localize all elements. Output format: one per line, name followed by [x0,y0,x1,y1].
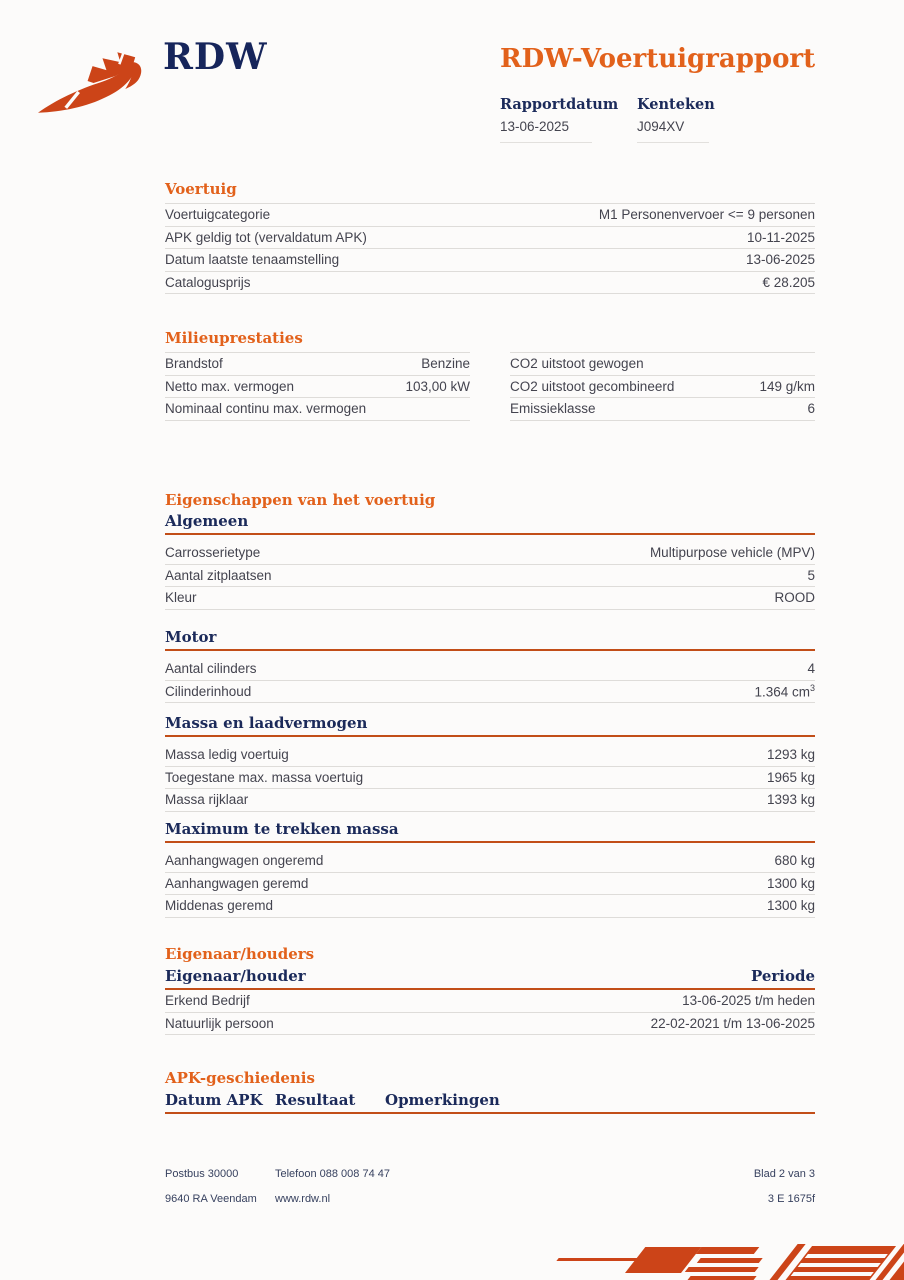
row-value: Multipurpose vehicle (MPV) [649,545,815,561]
row-label: Erkend Bedrijf [165,993,250,1009]
rdw-logo-text: RDW [163,36,268,78]
page-footer [165,1168,815,1218]
row-value: 6 [807,401,815,417]
superscript: 3 [809,683,815,694]
motor-table [165,658,815,703]
table-row [165,398,470,421]
table-row [165,744,815,767]
license-plate-value: J094XV [637,119,709,143]
table-row [510,353,815,376]
footer-row [165,1193,815,1218]
section-title: Milieuprestaties [165,329,303,347]
massa-table [165,744,815,812]
row-label: Natuurlijk persoon [165,1015,274,1031]
row-label: Carrosserietype [165,545,261,561]
row-value: M1 Personenvervoer <= 9 personen [598,207,815,223]
row-label: Datum laatste tenaamstelling [165,252,340,268]
footer-website: www.rdw.nl [275,1193,331,1205]
milieu-tables [165,348,815,421]
section-eigenaar-houders [165,945,815,1035]
row-label: CO2 uitstoot gecombineerd [510,378,675,394]
row-label: Netto max. vermogen [165,378,295,394]
subsection-trekken-massa [165,820,815,918]
table-row [165,873,815,896]
row-value: 680 kg [774,853,815,869]
footer-address-line1: Postbus 30000 [165,1168,239,1180]
table-row [165,204,815,227]
footer-phone: Telefoon 088 008 74 47 [275,1168,390,1180]
section-title: APK-geschiedenis [165,1069,315,1087]
table-row [165,542,815,565]
table-row [165,895,815,918]
row-label: Catalogusprijs [165,275,251,291]
speed-stripes-graphic [518,1241,904,1280]
table-row [510,398,815,421]
row-value: 5 [807,567,815,583]
row-value: 13-06-2025 [745,252,815,268]
algemeen-table [165,542,815,610]
subsection-algemeen [165,512,815,610]
subsection-heading: Massa en laadvermogen [165,714,815,737]
row-value: 4 [807,661,815,677]
row-value: Benzine [421,356,470,372]
row-label: Nominaal continu max. vermogen [165,401,367,417]
page-title: RDW-Voertuigrapport [500,44,816,74]
section-eigenschappen-title [165,491,815,510]
row-value: 1393 kg [766,792,815,808]
section-voertuig [165,180,815,294]
table-row [165,376,470,399]
row-value: 13-06-2025 t/m heden [682,993,815,1009]
table-row [165,1013,815,1036]
row-label: Aanhangwagen geremd [165,875,309,891]
subsection-heading: Algemeen [165,512,815,535]
row-value: ROOD [774,590,815,606]
subsection-massa [165,714,815,812]
table-row [165,587,815,610]
row-value: 149 g/km [759,378,815,394]
row-label: Toegestane max. massa voertuig [165,769,364,785]
row-label: APK geldig tot (vervaldatum APK) [165,229,367,245]
footer-row [165,1168,815,1193]
eigenaar-header-row [165,967,815,990]
milieu-left-table [165,352,470,421]
column-header: Resultaat [275,1091,356,1109]
footer-page-number: Blad 2 van 3 [753,1168,815,1180]
row-value: € 28.205 [762,275,815,291]
section-milieuprestaties [165,329,815,421]
voertuig-table [165,203,815,294]
row-label: Massa ledig voertuig [165,747,289,763]
row-label: Massa rijklaar [165,792,249,808]
row-value: 103,00 kW [405,378,470,394]
row-label: Kleur [165,590,197,606]
row-label: Brandstof [165,356,223,372]
section-title: Eigenaar/houders [165,945,315,963]
table-row [165,227,815,250]
table-row [165,353,470,376]
report-date-label: Rapportdatum [500,96,619,113]
row-value: 1293 kg [766,747,815,763]
report-meta [500,96,816,148]
row-label: CO2 uitstoot gewogen [510,356,644,372]
table-row [165,658,815,681]
row-label: Aanhangwagen ongeremd [165,853,324,869]
eigenaar-table [165,990,815,1035]
row-value: 1300 kg [766,875,815,891]
license-plate-label: Kenteken [637,96,715,113]
row-value: 10-11-2025 [746,229,815,245]
row-value: 1300 kg [766,898,815,914]
subsection-heading: Maximum te trekken massa [165,820,815,843]
column-header: Eigenaar/houder [165,967,306,985]
footer-address-line2: 9640 RA Veendam [165,1193,257,1205]
row-label: Aantal cilinders [165,661,257,677]
row-value: 1.364 $cm^3$ [754,683,815,700]
column-header: Datum APK [165,1091,263,1109]
table-row [165,272,815,295]
footer-document-code: 3 E 1675f [767,1193,815,1205]
table-row [165,789,815,812]
apk-header-row [165,1091,815,1114]
row-value: 1965 kg [766,769,815,785]
row-label: Voertuigcategorie [165,207,271,223]
table-row [165,850,815,873]
rdw-feather-icon [36,48,160,118]
section-title: Eigenschappen van het voertuig [165,491,436,509]
column-header: Opmerkingen [385,1091,500,1109]
table-row [165,767,815,790]
row-label: Aantal zitplaatsen [165,567,272,583]
table-row [165,681,815,704]
report-date-value: 13-06-2025 [500,119,592,143]
table-row [510,376,815,399]
subsection-heading: Motor [165,628,815,651]
section-title: Voertuig [165,180,237,198]
row-label: Middenas geremd [165,898,274,914]
table-row [165,990,815,1013]
table-row [165,249,815,272]
row-label: Cilinderinhoud [165,683,252,699]
subsection-motor [165,628,815,703]
column-header: Periode [750,967,815,985]
milieu-right-table [510,352,815,421]
row-value: 22-02-2021 t/m 13-06-2025 [650,1015,815,1031]
section-apk-geschiedenis [165,1069,815,1114]
trekken-table [165,850,815,918]
row-label: Emissieklasse [510,401,596,417]
table-row [165,565,815,588]
